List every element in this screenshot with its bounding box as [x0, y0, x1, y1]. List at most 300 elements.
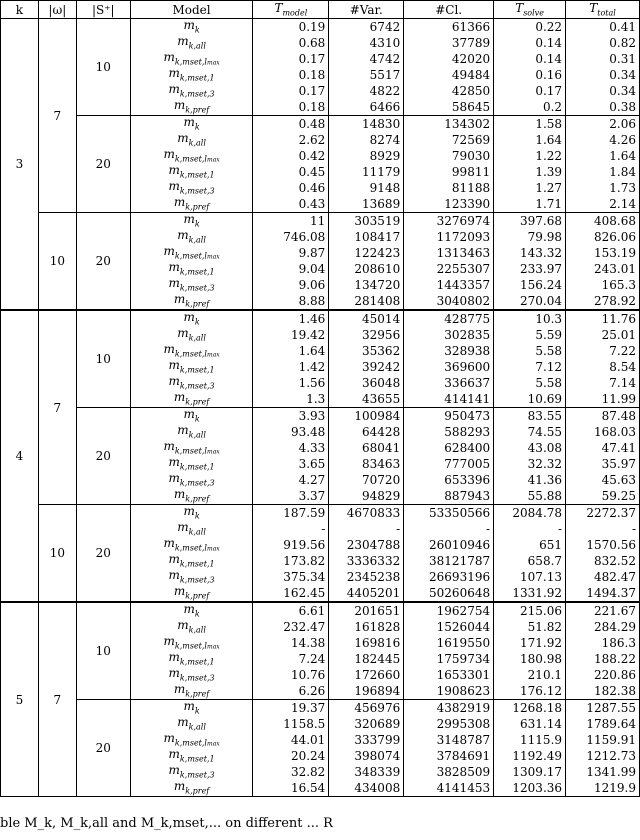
- num-vars-value: 35362: [329, 343, 404, 359]
- model-subscript: k,pref: [185, 786, 210, 796]
- t-model-value: 0.19: [253, 19, 329, 36]
- t-solve-value: 0.2: [494, 99, 566, 116]
- model-base: m: [168, 359, 180, 373]
- num-vars-value: 122423: [329, 245, 404, 261]
- t-solve-value: 180.98: [494, 651, 566, 667]
- t-model-value: 0.68: [253, 35, 329, 51]
- num-vars-value: 398074: [329, 748, 404, 764]
- t-solve-value: 10.69: [494, 391, 566, 408]
- k-cell: 5: [1, 602, 39, 797]
- num-vars-value: 208610: [329, 261, 404, 277]
- t-total-value: 408.68: [566, 213, 640, 230]
- t-solve-value: 210.1: [494, 667, 566, 683]
- model-subscript: k: [194, 414, 200, 424]
- model-base: m: [168, 472, 180, 486]
- t-total-value: 35.97: [566, 456, 640, 472]
- num-clauses-value: 53350566: [404, 505, 494, 522]
- model-name: [130, 667, 253, 683]
- num-clauses-value: 777005: [404, 456, 494, 472]
- header-model: Model: [130, 1, 253, 19]
- t-model-value: 162.45: [253, 585, 329, 602]
- model-base: m: [163, 51, 175, 65]
- model-name: [130, 472, 253, 488]
- t-model-value: 746.08: [253, 229, 329, 245]
- model-base: m: [173, 293, 186, 307]
- model-lmax-subscript: max: [207, 545, 220, 553]
- t-solve-value: 1.22: [494, 148, 566, 164]
- t-total-value: 1.64: [566, 148, 640, 164]
- t-total-value: 832.52: [566, 553, 640, 569]
- model-base: m: [168, 375, 180, 389]
- k-cell: 4: [1, 310, 39, 602]
- model-name: [130, 277, 253, 293]
- model-name: [130, 619, 253, 635]
- model-base: m: [177, 716, 189, 730]
- model-subscript: k: [194, 219, 200, 229]
- t-solve-value: 51.82: [494, 619, 566, 635]
- num-vars-value: 8274: [329, 132, 404, 148]
- model-name: [130, 391, 253, 408]
- num-vars-value: 172660: [329, 667, 404, 683]
- t-model-value: 32.82: [253, 764, 329, 780]
- model-subscript: k,mset,l: [174, 57, 207, 67]
- model-base: m: [177, 132, 189, 146]
- t-model-value: 93.48: [253, 424, 329, 440]
- splus-cell: 10: [76, 19, 130, 116]
- model-name: [130, 488, 253, 505]
- model-name: [130, 748, 253, 764]
- model-subscript: k,pref: [185, 397, 210, 407]
- t-total-value: 278.92: [566, 293, 640, 310]
- t-solve-value: 2084.78: [494, 505, 566, 522]
- model-subscript: k,mset,1: [179, 267, 215, 277]
- num-clauses-value: 1908623: [404, 683, 494, 700]
- num-vars-value: 169816: [329, 635, 404, 651]
- header-t-model: $T_{model}$: [253, 1, 329, 19]
- num-vars-value: 333799: [329, 732, 404, 748]
- t-solve-value: 10.3: [494, 310, 566, 327]
- model-name: [130, 116, 253, 133]
- t-total-value: 1159.91: [566, 732, 640, 748]
- model-base: m: [183, 18, 195, 33]
- model-name: [130, 196, 253, 213]
- model-name: [130, 19, 253, 36]
- model-name: [130, 327, 253, 343]
- model-subscript: k,mset,1: [179, 559, 215, 569]
- model-subscript: k: [194, 122, 200, 132]
- t-model-value: 375.34: [253, 569, 329, 585]
- model-subscript: k,mset,l: [174, 641, 207, 651]
- t-model-value: 9.04: [253, 261, 329, 277]
- model-subscript: k,mset,3: [179, 89, 215, 99]
- model-name: [130, 99, 253, 116]
- model-name: [130, 245, 253, 261]
- model-subscript: k,mset,3: [179, 770, 215, 780]
- table-row: [1, 19, 640, 36]
- model-subscript: k,pref: [185, 689, 210, 699]
- t-solve-value: 43.08: [494, 440, 566, 456]
- table-row: [1, 213, 640, 230]
- num-clauses-value: 1313463: [404, 245, 494, 261]
- t-solve-value: 0.16: [494, 67, 566, 83]
- model-subscript: k,pref: [185, 202, 210, 212]
- t-total-value: 1.73: [566, 180, 640, 196]
- num-clauses-value: 123390: [404, 196, 494, 213]
- model-name: [130, 132, 253, 148]
- num-clauses-value: -: [404, 521, 494, 537]
- header-splus: |S⁺|: [76, 1, 130, 19]
- model-subscript: k,mset,1: [179, 73, 215, 83]
- model-name: [130, 700, 253, 717]
- t-total-value: 0.82: [566, 35, 640, 51]
- model-subscript: k: [194, 317, 200, 327]
- model-name: [130, 180, 253, 196]
- num-vars-value: 201651: [329, 602, 404, 619]
- model-name: [130, 148, 253, 164]
- model-subscript: k,mset,l: [174, 446, 207, 456]
- model-subscript: k,mset,l: [174, 154, 207, 164]
- model-name: [130, 716, 253, 732]
- t-solve-value: 5.58: [494, 343, 566, 359]
- t-model-value: 16.54: [253, 780, 329, 797]
- model-lmax-subscript: max: [207, 351, 220, 359]
- num-vars-value: -: [329, 521, 404, 537]
- header-omega: |ω|: [38, 1, 76, 19]
- model-subscript: k,all: [188, 41, 206, 51]
- model-name: [130, 375, 253, 391]
- model-subscript: k,mset,l: [174, 543, 207, 553]
- t-total-value: 165.3: [566, 277, 640, 293]
- t-model-value: 14.38: [253, 635, 329, 651]
- model-name: [130, 164, 253, 180]
- num-vars-value: 3336332: [329, 553, 404, 569]
- model-name: [130, 585, 253, 602]
- model-base: m: [168, 277, 180, 291]
- t-model-value: 232.47: [253, 619, 329, 635]
- model-subscript: k,mset,3: [179, 381, 215, 391]
- model-base: m: [183, 699, 195, 714]
- model-base: m: [168, 164, 180, 178]
- num-vars-value: 6742: [329, 19, 404, 36]
- header-k: k: [1, 1, 39, 19]
- t-model-value: 0.46: [253, 180, 329, 196]
- t-solve-value: 156.24: [494, 277, 566, 293]
- model-base: m: [168, 180, 180, 194]
- model-lmax-subscript: max: [207, 59, 220, 67]
- t-model-value: 187.59: [253, 505, 329, 522]
- model-subscript: k,all: [188, 625, 206, 635]
- model-name: [130, 261, 253, 277]
- t-solve-value: 1192.49: [494, 748, 566, 764]
- table-row: [1, 505, 640, 522]
- num-clauses-value: 49484: [404, 67, 494, 83]
- model-base: m: [168, 764, 180, 778]
- model-subscript: k,mset,l: [174, 738, 207, 748]
- num-vars-value: 196894: [329, 683, 404, 700]
- num-vars-value: 281408: [329, 293, 404, 310]
- num-clauses-value: 1443357: [404, 277, 494, 293]
- omega-cell: 10: [38, 213, 76, 311]
- num-vars-value: 43655: [329, 391, 404, 408]
- t-model-value: 4.33: [253, 440, 329, 456]
- num-clauses-value: 3784691: [404, 748, 494, 764]
- num-clauses-value: 26693196: [404, 569, 494, 585]
- num-clauses-value: 302835: [404, 327, 494, 343]
- num-vars-value: 320689: [329, 716, 404, 732]
- model-base: m: [168, 667, 180, 681]
- t-total-value: 168.03: [566, 424, 640, 440]
- model-base: m: [168, 67, 180, 81]
- model-base: m: [183, 504, 195, 519]
- num-clauses-value: 42850: [404, 83, 494, 99]
- t-model-value: 1.56: [253, 375, 329, 391]
- t-solve-value: 270.04: [494, 293, 566, 310]
- model-subscript: k: [194, 609, 200, 619]
- num-vars-value: 4310: [329, 35, 404, 51]
- model-base: m: [168, 83, 180, 97]
- t-total-value: 1341.99: [566, 764, 640, 780]
- num-clauses-value: 887943: [404, 488, 494, 505]
- header-num-clauses: #Cl.: [404, 1, 494, 19]
- num-vars-value: 6466: [329, 99, 404, 116]
- model-name: [130, 35, 253, 51]
- t-solve-value: 176.12: [494, 683, 566, 700]
- t-total-value: 7.14: [566, 375, 640, 391]
- model-subscript: k,pref: [185, 591, 210, 601]
- t-total-value: 11.76: [566, 310, 640, 327]
- model-base: m: [173, 391, 186, 405]
- model-subscript: k: [194, 706, 200, 716]
- model-base: m: [163, 732, 175, 746]
- model-name: [130, 408, 253, 425]
- model-base: m: [183, 115, 195, 130]
- t-model-value: 10.76: [253, 667, 329, 683]
- num-vars-value: 83463: [329, 456, 404, 472]
- model-base: m: [168, 651, 180, 665]
- model-base: m: [163, 440, 175, 454]
- t-model-value: 1158.5: [253, 716, 329, 732]
- t-solve-value: 651: [494, 537, 566, 553]
- num-clauses-value: 3828509: [404, 764, 494, 780]
- num-clauses-value: 50260648: [404, 585, 494, 602]
- num-vars-value: 8929: [329, 148, 404, 164]
- header-row: [1, 1, 640, 19]
- t-total-value: 188.22: [566, 651, 640, 667]
- model-name: [130, 67, 253, 83]
- num-clauses-value: 428775: [404, 310, 494, 327]
- table-row: [1, 602, 640, 619]
- t-total-value: 87.48: [566, 408, 640, 425]
- num-vars-value: 70720: [329, 472, 404, 488]
- t-total-value: -: [566, 521, 640, 537]
- t-solve-value: 1268.18: [494, 700, 566, 717]
- t-total-value: 2.06: [566, 116, 640, 133]
- t-total-value: 0.34: [566, 83, 640, 99]
- model-subscript: k,pref: [185, 494, 210, 504]
- num-clauses-value: 81188: [404, 180, 494, 196]
- header-t-total: $T_{total}$: [566, 1, 640, 19]
- t-model-value: 19.42: [253, 327, 329, 343]
- model-name: [130, 505, 253, 522]
- num-clauses-value: 336637: [404, 375, 494, 391]
- t-total-value: 2.14: [566, 196, 640, 213]
- model-subscript: k,mset,3: [179, 283, 215, 293]
- model-name: [130, 764, 253, 780]
- t-solve-value: 397.68: [494, 213, 566, 230]
- model-subscript: k,all: [188, 527, 206, 537]
- t-model-value: 11: [253, 213, 329, 230]
- model-base: m: [177, 327, 189, 341]
- num-clauses-value: 38121787: [404, 553, 494, 569]
- t-solve-value: 79.98: [494, 229, 566, 245]
- num-clauses-value: 4141453: [404, 780, 494, 797]
- model-name: [130, 780, 253, 797]
- model-base: m: [183, 602, 195, 617]
- num-vars-value: 39242: [329, 359, 404, 375]
- omega-cell: 7: [38, 310, 76, 505]
- t-total-value: 4.26: [566, 132, 640, 148]
- model-subscript: k,all: [188, 138, 206, 148]
- num-vars-value: 2304788: [329, 537, 404, 553]
- t-total-value: 11.99: [566, 391, 640, 408]
- num-clauses-value: 58645: [404, 99, 494, 116]
- model-lmax-subscript: max: [207, 156, 220, 164]
- omega-cell: 7: [38, 19, 76, 213]
- num-clauses-value: 2255307: [404, 261, 494, 277]
- model-name: [130, 683, 253, 700]
- num-vars-value: 4670833: [329, 505, 404, 522]
- t-model-value: 1.46: [253, 310, 329, 327]
- num-clauses-value: 588293: [404, 424, 494, 440]
- num-vars-value: 2345238: [329, 569, 404, 585]
- num-vars-value: 100984: [329, 408, 404, 425]
- t-solve-value: 0.14: [494, 51, 566, 67]
- t-solve-value: 32.32: [494, 456, 566, 472]
- model-name: [130, 424, 253, 440]
- num-clauses-value: 1759734: [404, 651, 494, 667]
- model-lmax-subscript: max: [207, 740, 220, 748]
- splus-cell: 20: [76, 213, 130, 311]
- t-solve-value: 7.12: [494, 359, 566, 375]
- num-clauses-value: 3148787: [404, 732, 494, 748]
- t-model-value: 0.45: [253, 164, 329, 180]
- num-clauses-value: 950473: [404, 408, 494, 425]
- num-clauses-value: 1653301: [404, 667, 494, 683]
- t-total-value: 182.38: [566, 683, 640, 700]
- t-total-value: 1494.37: [566, 585, 640, 602]
- t-solve-value: 5.59: [494, 327, 566, 343]
- t-solve-value: 1309.17: [494, 764, 566, 780]
- splus-cell: 10: [76, 310, 130, 408]
- t-model-value: 3.93: [253, 408, 329, 425]
- model-lmax-subscript: max: [207, 643, 220, 651]
- num-clauses-value: 2995308: [404, 716, 494, 732]
- results-body: [1, 19, 640, 797]
- num-vars-value: 4822: [329, 83, 404, 99]
- model-base: m: [183, 212, 195, 227]
- num-clauses-value: 72569: [404, 132, 494, 148]
- num-vars-value: 36048: [329, 375, 404, 391]
- t-total-value: 0.34: [566, 67, 640, 83]
- t-solve-value: 0.22: [494, 19, 566, 36]
- t-solve-value: 5.58: [494, 375, 566, 391]
- num-clauses-value: 1619550: [404, 635, 494, 651]
- model-base: m: [183, 407, 195, 422]
- model-subscript: k,mset,1: [179, 754, 215, 764]
- model-base: m: [168, 261, 180, 275]
- model-subscript: k,mset,3: [179, 673, 215, 683]
- t-model-value: 2.62: [253, 132, 329, 148]
- t-model-value: 0.43: [253, 196, 329, 213]
- model-base: m: [173, 780, 186, 794]
- splus-cell: 20: [76, 116, 130, 213]
- k-cell: 3: [1, 19, 39, 311]
- t-model-value: 1.3: [253, 391, 329, 408]
- model-name: [130, 343, 253, 359]
- table-row: [1, 408, 640, 425]
- model-subscript: k,all: [188, 722, 206, 732]
- splus-cell: 20: [76, 505, 130, 603]
- header-num-vars: #Var.: [329, 1, 404, 19]
- model-name: [130, 521, 253, 537]
- model-base: m: [173, 196, 186, 210]
- t-total-value: 482.47: [566, 569, 640, 585]
- t-total-value: 1.84: [566, 164, 640, 180]
- t-model-value: 919.56: [253, 537, 329, 553]
- t-total-value: 284.29: [566, 619, 640, 635]
- model-base: m: [168, 553, 180, 567]
- t-model-value: 4.27: [253, 472, 329, 488]
- t-total-value: 2272.37: [566, 505, 640, 522]
- model-subscript: k,mset,3: [179, 478, 215, 488]
- num-vars-value: 348339: [329, 764, 404, 780]
- model-subscript: k,mset,1: [179, 365, 215, 375]
- model-lmax-subscript: max: [207, 448, 220, 456]
- t-model-value: 6.26: [253, 683, 329, 700]
- model-base: m: [183, 310, 195, 325]
- t-solve-value: 1331.92: [494, 585, 566, 602]
- t-solve-value: 1.71: [494, 196, 566, 213]
- model-name: [130, 537, 253, 553]
- t-solve-value: 55.88: [494, 488, 566, 505]
- t-model-value: 1.42: [253, 359, 329, 375]
- table-row: [1, 700, 640, 717]
- t-total-value: 8.54: [566, 359, 640, 375]
- t-total-value: 1219.9: [566, 780, 640, 797]
- splus-cell: 20: [76, 700, 130, 797]
- model-name: [130, 51, 253, 67]
- model-lmax-subscript: max: [207, 253, 220, 261]
- model-subscript: k,mset,l: [174, 251, 207, 261]
- num-vars-value: 456976: [329, 700, 404, 717]
- t-model-value: 9.06: [253, 277, 329, 293]
- num-clauses-value: 1172093: [404, 229, 494, 245]
- num-vars-value: 45014: [329, 310, 404, 327]
- t-solve-value: 1.58: [494, 116, 566, 133]
- table-row: [1, 116, 640, 133]
- model-subscript: k,mset,l: [174, 349, 207, 359]
- t-model-value: 0.42: [253, 148, 329, 164]
- t-total-value: 25.01: [566, 327, 640, 343]
- num-clauses-value: 628400: [404, 440, 494, 456]
- t-model-value: 0.18: [253, 99, 329, 116]
- t-model-value: 20.24: [253, 748, 329, 764]
- model-name: [130, 293, 253, 310]
- model-name: [130, 456, 253, 472]
- num-vars-value: 134720: [329, 277, 404, 293]
- model-base: m: [173, 683, 186, 697]
- t-total-value: 0.41: [566, 19, 640, 36]
